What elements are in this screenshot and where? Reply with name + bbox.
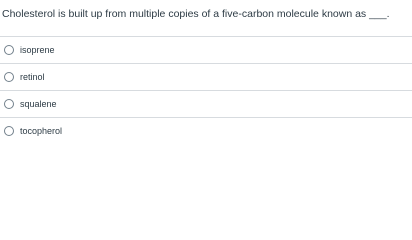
radio-button[interactable] [4, 99, 14, 109]
answer-option-retinol[interactable] [0, 63, 412, 90]
answer-label[interactable]: retinol [20, 71, 45, 82]
answer-option-isoprene[interactable] [0, 36, 412, 63]
answer-label[interactable]: tocopherol [20, 125, 63, 136]
answer-label[interactable]: squalene [20, 98, 57, 109]
answer-label[interactable]: isoprene [20, 44, 55, 55]
answer-option-tocopherol[interactable] [0, 117, 412, 144]
radio-button[interactable] [4, 72, 14, 82]
radio-button[interactable] [4, 45, 14, 55]
answer-option-squalene[interactable] [0, 90, 412, 117]
radio-button[interactable] [4, 126, 14, 136]
answer-list [0, 36, 412, 144]
question-text: Cholesterol is built up from multiple copies of a five-carbon molecule known as ___. [2, 8, 390, 20]
